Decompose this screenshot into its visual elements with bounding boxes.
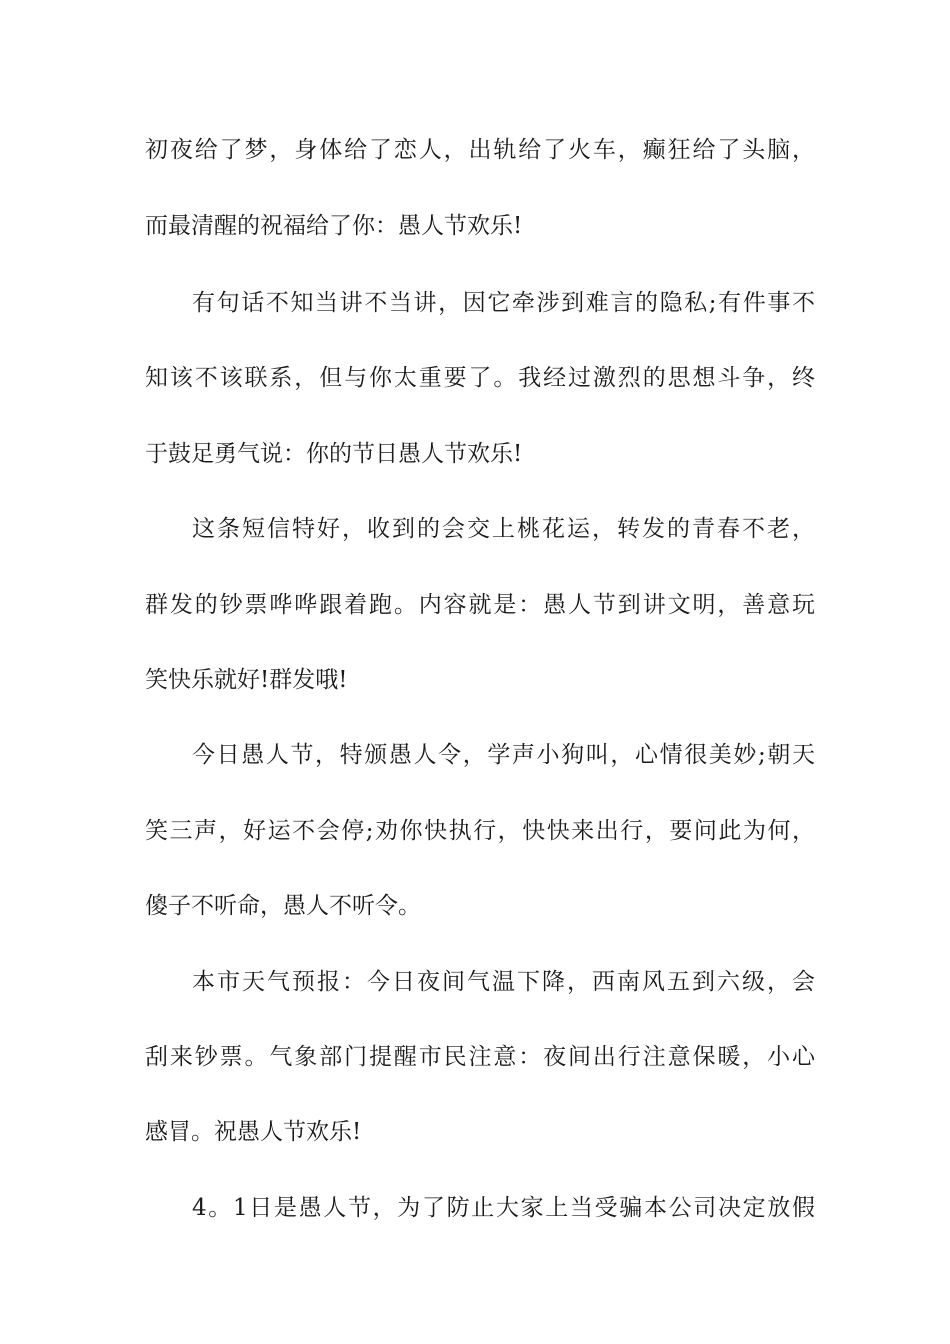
text-line-15: 4。1日是愚人节，为了防止大家上当受骗本公司决定放假 bbox=[192, 1195, 815, 1221]
text-line-12: 本市天气预报：今日夜间气温下降，西南风五到六级，会 bbox=[192, 969, 815, 995]
text-line-4: 知该不该联系，但与你太重要了。我经过激烈的思想斗争，终 bbox=[145, 365, 815, 391]
text-line-5: 于鼓足勇气说：你的节日愚人节欢乐! bbox=[145, 441, 523, 467]
text-line-9: 今日愚人节，特颁愚人令，学声小狗叫，心情很美妙;朝天 bbox=[192, 742, 815, 768]
text-line-13: 刮来钞票。气象部门提醒市民注意：夜间出行注意保暖，小心 bbox=[145, 1044, 815, 1070]
text-line-1: 初夜给了梦，身体给了恋人，出轨给了火车，癫狂给了头脑， bbox=[145, 137, 815, 163]
text-line-6: 这条短信特好，收到的会交上桃花运，转发的青春不老， bbox=[192, 516, 815, 542]
text-line-10: 笑三声，好运不会停;劝你快执行，快快来出行，要问此为何， bbox=[145, 818, 815, 844]
text-line-11: 傻子不听命，愚人不听令。 bbox=[145, 893, 421, 919]
text-line-2: 而最清醒的祝福给了你：愚人节欢乐! bbox=[145, 213, 523, 239]
text-line-7: 群发的钞票哗哗跟着跑。内容就是：愚人节到讲文明，善意玩 bbox=[145, 592, 815, 618]
text-line-8: 笑快乐就好!群发哦! bbox=[145, 667, 348, 693]
text-line-14: 感冒。祝愚人节欢乐! bbox=[145, 1119, 362, 1145]
text-line-3: 有句话不知当讲不当讲，因它牵涉到难言的隐私;有件事不 bbox=[192, 290, 815, 316]
